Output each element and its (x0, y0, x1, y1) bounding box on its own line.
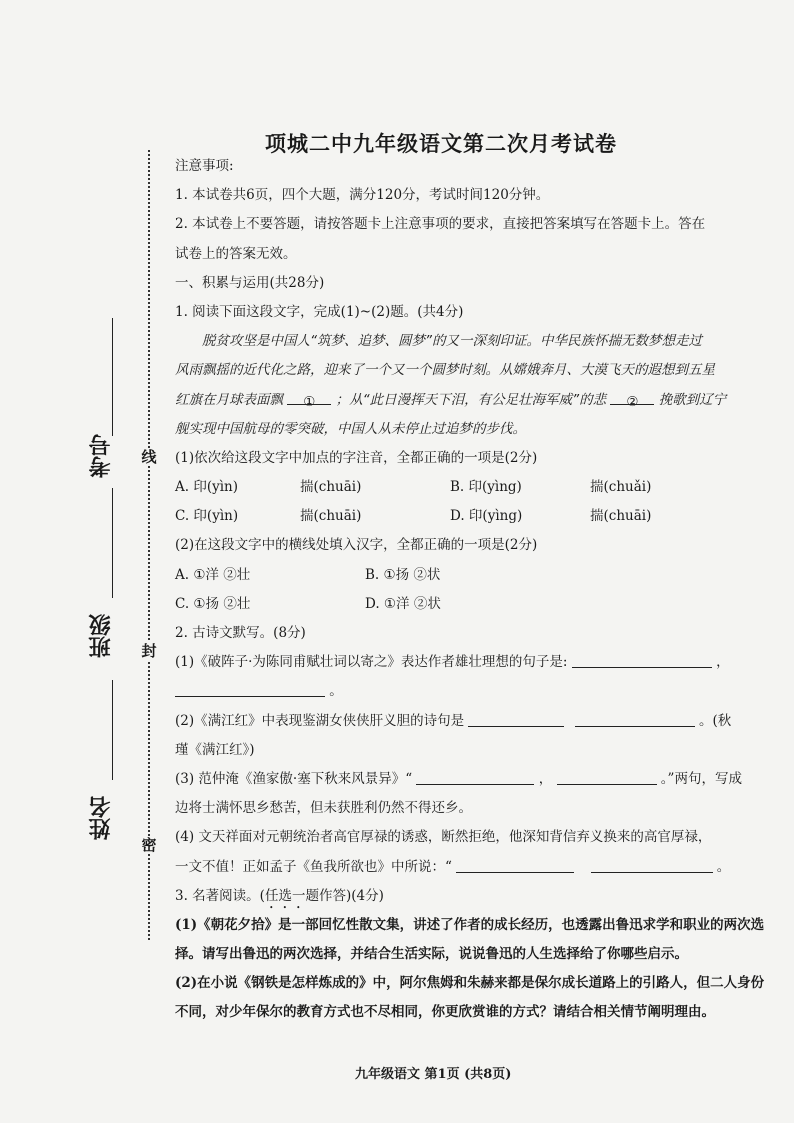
banji-label: 班级 (88, 614, 114, 658)
blank-2[interactable]: ② (610, 388, 654, 405)
blank-1[interactable]: ① (287, 388, 331, 405)
q2-s1-text: (1)《破阵子·为陈同甫赋壮词以寄之》表达作者雄壮理想的句子是: (175, 654, 568, 671)
option-d-part2: 揣(chuāi) (590, 508, 652, 525)
q3-option-1: (1)《朝花夕拾》是一部回忆性散文集，讲述了作者的成长经历，也透露出鲁迅求学和职业的两次选择。请写出鲁迅的两次选择，并结合生活实际，说说鲁迅的人生选择给了你哪些启示。 (175, 916, 765, 963)
option-c[interactable]: C. 印(yìn) (175, 508, 239, 525)
q2-s4-line-1: (4) 文天祥面对元朝统治者高官厚禄的诱惑，断然拒绝，他深知背信弃义换来的高官厚禄， (175, 829, 712, 846)
binding-word-feng: 封 (138, 642, 160, 660)
q3-stem-b: 题作答)(4分) (305, 887, 384, 904)
option-b[interactable]: B. ①扬 ②状 (365, 566, 441, 583)
q2-s2-line-1 (175, 707, 775, 736)
q1-sub2-options-row-2 (175, 590, 775, 619)
page-footer: 九年级语文 第1页 (共8页) (355, 1067, 512, 1082)
q2-s4-line-2 (175, 853, 775, 882)
option-b-part2: 揣(chuǎi) (590, 479, 652, 496)
section-1-heading: 一、积累与运用(共28分) (175, 274, 325, 291)
q3-stem-emphasis: 任选一 (264, 887, 306, 904)
banji-write-line[interactable] (112, 488, 113, 598)
xingming-write-line[interactable] (112, 680, 113, 780)
q2-s4-end: 。 (716, 858, 731, 875)
answer-blank[interactable] (591, 856, 713, 873)
q1-passage-3b: ；从“此日漫挥天下泪，有公足壮海军威”的悲 (335, 391, 607, 408)
notice-heading: 注意事项: (175, 158, 234, 174)
q1-sub1-options-row-2 (175, 502, 775, 531)
answer-blank[interactable] (468, 710, 564, 727)
q2-s1-line-1 (175, 648, 775, 677)
answer-blank[interactable] (572, 651, 712, 668)
q3-option-2: (2)在小说《钢铁是怎样炼成的》中，阿尔焦姆和朱赫来都是保尔成长道路上的引路人，但二人身份不同，对少年保尔的教育方式也不尽相同，你更欣赏谁的方式？请结合相关情节阐明理由。 (175, 975, 765, 1021)
q1-sub2-stem: (2)在这段文字中的横线处填入汉字，全都正确的一项是(2分) (175, 537, 538, 554)
exam-content (175, 152, 775, 1028)
q1-stem: 1. 阅读下面这段文字，完成(1)~(2)题。(共4分) (175, 303, 464, 320)
answer-blank[interactable] (557, 768, 657, 785)
q2-s1-comma: ， (716, 654, 730, 671)
q1-passage-line-1: 脱贫攻坚是中国人“筑梦、追梦、圆梦”的又一深刻印证。中华民族怀揣无数梦想走过 (202, 333, 702, 350)
binding-dotted-line (148, 150, 150, 940)
binding-word-mi: 密 (138, 836, 160, 854)
option-d[interactable]: D. ①洋 ②状 (365, 595, 441, 612)
q1-passage-line-3 (175, 386, 775, 415)
answer-blank[interactable] (416, 768, 534, 785)
q2-s2-text: (2)《满江红》中表现鉴湖女侠侠肝义胆的诗句是 (175, 712, 465, 729)
kaohao-label: 考号 (88, 434, 114, 478)
q3-stem (175, 882, 775, 911)
xingming-label: 姓名 (88, 796, 114, 840)
q1-passage-line-2: 风雨飘摇的近代化之路，迎来了一个又一个圆梦时刻。从嫦娥奔月、大漠飞天的遐想到五星 (175, 362, 715, 379)
option-c[interactable]: C. ①扬 ②壮 (175, 595, 251, 612)
q2-s1-end: 。 (329, 683, 343, 700)
option-a[interactable]: A. ①洋 ②壮 (175, 566, 251, 583)
binding-word-xian: 线 (138, 448, 160, 466)
option-d[interactable]: D. 印(yìng) (450, 508, 523, 525)
option-a-part2: 揣(chuāi) (300, 479, 362, 496)
q2-s3-comma: ， (538, 770, 553, 787)
notice-item-2-cont: 试卷上的答案无效。 (175, 245, 297, 262)
q1-passage-3a: 红旗在月球表面飘 (175, 391, 283, 408)
q2-s3-line-2: 边将士满怀思乡愁苦，但未获胜利仍然不得还乡。 (175, 800, 472, 817)
notice-item-1: 1. 本试卷共6页，四个大题，满分120分，考试时间120分钟。 (175, 187, 550, 204)
q2-s1-line-2 (175, 677, 775, 706)
option-c-part2: 揣(chuāi) (300, 508, 362, 525)
q2-s4-text: 一文不值！正如孟子《鱼我所欲也》中所说：“ (175, 858, 452, 875)
answer-blank[interactable] (175, 680, 325, 697)
q2-s3-end: 。”两句，写成 (660, 770, 742, 787)
q1-passage-3c: 挽歌到辽宁 (658, 391, 727, 408)
option-a[interactable]: A. 印(yìn) (175, 479, 239, 496)
q1-passage-line-4: 舰实现中国航母的零突破，中国人从未停止过追梦的步伐。 (175, 420, 526, 437)
q1-sub2-options-row-1 (175, 561, 775, 590)
option-b[interactable]: B. 印(yìng) (450, 479, 522, 496)
notice-item-2: 2. 本试卷上不要答题，请按答题卡上注意事项的要求，直接把答案填写在答题卡上。答在 (175, 216, 706, 233)
q2-s3-text: (3) 范仲淹《渔家傲·塞下秋来风景异》“ (175, 770, 413, 787)
answer-blank[interactable] (456, 856, 574, 873)
q2-s3-line-1 (175, 765, 775, 794)
q1-sub1-options-row-1 (175, 473, 775, 502)
page-title: 项城二中九年级语文第二次月考试卷 (265, 131, 617, 156)
q2-s2-end: 。(秋 (699, 712, 732, 729)
q3-stem-a: 3. 名著阅读。( (175, 887, 265, 904)
answer-blank[interactable] (575, 710, 695, 727)
q2-stem: 2. 古诗文默写。(8分) (175, 625, 306, 641)
q1-sub1-stem: (1)依次给这段文字中加点的字注音，全都正确的一项是(2分) (175, 449, 538, 466)
q2-s2-line-2: 瑾《满江红》) (175, 741, 255, 758)
